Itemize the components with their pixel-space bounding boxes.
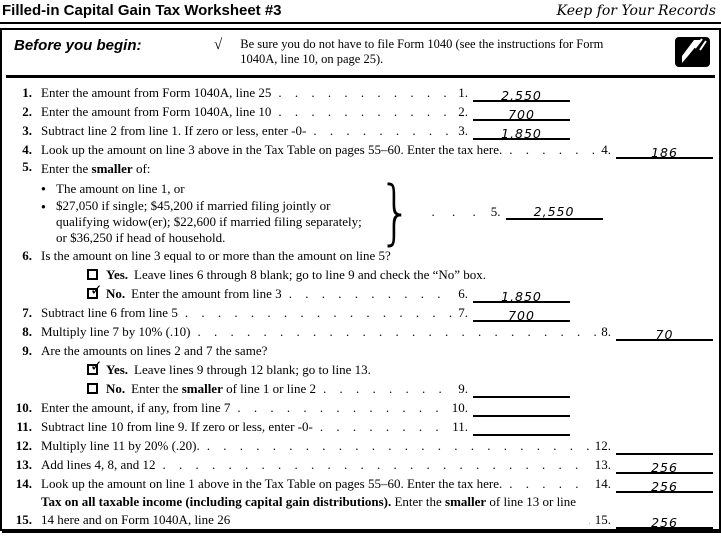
line-number: 6.: [22, 248, 32, 263]
amount-field[interactable]: [473, 420, 570, 436]
no-label: No.: [106, 381, 126, 396]
amount-entry: [601, 322, 713, 341]
amount-value: 700: [508, 308, 535, 323]
amount-entry: [452, 417, 570, 436]
choice-bullets: [41, 178, 373, 246]
option-text: [131, 379, 316, 398]
line-number: 13.: [15, 457, 32, 472]
before-you-begin-text: Be sure you do not have to file Form 1040 (see the instructions for Form 1040A, line 10, on page 25).: [240, 37, 604, 66]
line-6-no-option: [6, 284, 713, 303]
dot-leader: [178, 303, 453, 322]
amount-entry: [458, 102, 570, 121]
line-text-bold: smaller: [445, 494, 487, 509]
dot-leader: [191, 322, 597, 341]
line-text: Enter the amount from Form 1040A, line 25: [41, 85, 272, 100]
line-number: 8.: [22, 324, 32, 339]
line-number: 3.: [22, 123, 32, 138]
amount-field[interactable]: [473, 124, 570, 140]
dot-leader: [271, 102, 453, 121]
line-number: 12.: [15, 438, 32, 453]
line-text-bold: smaller: [91, 161, 133, 176]
line-text: Add lines 4, 8, and 12: [41, 457, 156, 472]
worksheet-line-5: [6, 159, 713, 253]
pencil-icon: [675, 37, 710, 71]
no-checkbox[interactable]: [87, 288, 98, 299]
worksheet-line-11: [6, 417, 713, 436]
line-text-part: of line 13 or line 14 here and on Form 1040A, line 26: [41, 494, 577, 527]
entry-number: 4.: [601, 142, 611, 157]
line-text: [41, 493, 582, 529]
no-label: No.: [106, 286, 126, 301]
worksheet-line-6: [6, 246, 713, 265]
worksheet-line-7: [6, 303, 713, 322]
option-text: Enter the amount from line 3: [131, 286, 282, 301]
line-question: Is the amount on line 3 equal to or more than the amount on line 5?: [41, 248, 391, 263]
entry-number: 7.: [458, 305, 468, 320]
entry-number: 2.: [458, 104, 468, 119]
amount-entry: [595, 455, 713, 474]
line-number: 15.: [15, 512, 32, 527]
worksheet-lines: [2, 81, 719, 529]
entry-number: 3.: [458, 123, 468, 138]
check-icon: √: [214, 37, 223, 53]
amount-value: 256: [651, 479, 678, 494]
line-number: 1.: [22, 85, 32, 100]
dot-leader: [313, 417, 447, 436]
worksheet-line-1: [6, 83, 713, 102]
yes-checkbox[interactable]: [87, 269, 98, 280]
line-text: Enter the amount, if any, from line 7: [41, 400, 231, 415]
option-text: Leave lines 9 through 12 blank; go to line 13.: [134, 362, 371, 377]
amount-entry: [458, 303, 570, 322]
amount-value: 2,550: [501, 88, 542, 103]
bullet-item: [41, 198, 373, 246]
amount-value: 2,550: [533, 204, 575, 219]
line-text-part: of:: [132, 161, 151, 176]
dot-leader: [502, 140, 596, 159]
dot-leader: [316, 379, 453, 398]
line-text: Multiply line 11 by 20% (.20).: [41, 438, 200, 453]
line-number: 4.: [22, 142, 32, 157]
worksheet-line-13: [6, 455, 713, 474]
option-text-part: Enter the: [131, 381, 182, 396]
page-title: Filled-in Capital Gain Tax Worksheet #3: [2, 2, 282, 19]
worksheet-line-2: [6, 102, 713, 121]
amount-field[interactable]: [506, 204, 603, 220]
line-number: 9.: [22, 343, 32, 358]
dot-leader: [155, 455, 589, 474]
line-number: 10.: [15, 400, 32, 415]
entry-number: 6.: [458, 286, 468, 301]
amount-field[interactable]: [473, 382, 570, 398]
amount-field[interactable]: [616, 325, 713, 341]
worksheet-box: [0, 28, 721, 531]
amount-field[interactable]: [616, 477, 713, 493]
amount-entry: [458, 121, 570, 140]
amount-field[interactable]: [616, 143, 713, 159]
amount-entry: [491, 204, 603, 220]
line-number: 2.: [22, 104, 32, 119]
amount-entry: [452, 398, 570, 417]
amount-value: 256: [651, 515, 678, 530]
amount-field[interactable]: [473, 105, 570, 121]
line-text-bold: Tax on all taxable income (including capital gain distributions).: [41, 494, 392, 509]
line-9-no-option: [6, 379, 713, 398]
amount-value: 256: [651, 460, 678, 475]
entry-number: 1.: [458, 85, 468, 100]
worksheet-line-10: [6, 398, 713, 417]
line-6-yes-option: [6, 265, 713, 284]
line-text-part: Enter the: [391, 494, 446, 509]
amount-field[interactable]: [473, 287, 570, 303]
line-text: Look up the amount on line 1 above in the Tax Table on pages 55–60. Enter the tax here.: [41, 476, 503, 491]
dot-leader: [271, 83, 453, 102]
bullet-text: $27,050 if single; $45,200 if married filing jointly or qualifying widow(er); $22,600 if married filing separately; or $36,250 if head of household.: [56, 198, 362, 245]
line-text: Subtract line 6 from line 5: [41, 305, 178, 320]
amount-value: 1,850: [501, 126, 542, 141]
dot-leader: [200, 436, 590, 455]
worksheet-line-9: [6, 341, 713, 360]
line-text: Subtract line 10 from line 9. If zero or less, enter -0-: [41, 419, 313, 434]
amount-entry: [601, 140, 713, 159]
yes-checkbox[interactable]: [87, 364, 98, 375]
amount-value: 70: [655, 327, 674, 342]
line-number: 5.: [22, 159, 32, 174]
option-text-part: of line 1 or line 2: [222, 381, 316, 396]
keep-for-records-note: Keep for Your Records: [556, 3, 716, 19]
before-you-begin-section: [2, 30, 719, 71]
amount-field[interactable]: [473, 306, 570, 322]
brace-glyph: }: [378, 170, 412, 253]
amount-entry: [458, 83, 570, 102]
entry-number: 14.: [594, 476, 611, 491]
yes-label: Yes.: [106, 362, 129, 377]
amount-entry: [458, 284, 570, 303]
worksheet-line-15: [6, 493, 713, 529]
dot-leader: [582, 510, 590, 529]
amount-value: 1,850: [501, 289, 542, 304]
line-text: Look up the amount on line 3 above in the Tax Table on pages 55–60. Enter the tax here.: [41, 142, 503, 157]
amount-value: 186: [651, 145, 678, 160]
bullet-icon: ●: [41, 202, 46, 211]
worksheet-line-3: [6, 121, 713, 140]
entry-number: 12.: [594, 438, 611, 453]
amount-field[interactable]: [473, 401, 570, 417]
amount-field[interactable]: [616, 439, 713, 455]
entry-number: 15.: [594, 512, 611, 527]
no-checkbox[interactable]: [87, 383, 98, 394]
dot-leader: [282, 284, 454, 303]
amount-field[interactable]: [616, 513, 713, 529]
line-text: Subtract line 2 from line 1. If zero or less, enter -0-: [41, 123, 307, 138]
line-number: 14.: [15, 476, 32, 491]
bullet-text: The amount on line 1, or: [56, 181, 185, 196]
before-you-begin-label: Before you begin:: [14, 37, 142, 54]
section-divider: [6, 75, 715, 78]
line-9-yes-option: [6, 360, 713, 379]
option-text-bold: smaller: [181, 381, 223, 396]
dot-leader: [432, 204, 476, 220]
line-text: Enter the amount from Form 1040A, line 10: [41, 104, 272, 119]
line-number: 11.: [16, 419, 32, 434]
worksheet-line-14: [6, 474, 713, 493]
line-question: Are the amounts on lines 2 and 7 the same?: [41, 343, 268, 358]
amount-entry: [595, 436, 713, 455]
line-text-part: Enter the: [41, 161, 92, 176]
worksheet-line-4: [6, 140, 713, 159]
bullet-icon: ●: [41, 184, 46, 193]
line-text: Multiply line 7 by 10% (.10): [41, 324, 191, 339]
amount-field[interactable]: [616, 458, 713, 474]
entry-number: 8.: [601, 324, 611, 339]
amount-entry: [595, 474, 713, 493]
entry-number: 5.: [490, 204, 501, 219]
entry-number: 11.: [452, 419, 468, 434]
bullet-item: [41, 180, 373, 198]
entry-number: 10.: [451, 400, 468, 415]
line-text: [41, 159, 713, 178]
worksheet-line-8: [6, 322, 713, 341]
dot-leader: [230, 398, 446, 417]
entry-number: 9.: [458, 381, 468, 396]
amount-field[interactable]: [473, 86, 570, 102]
entry-number: 13.: [594, 457, 611, 472]
option-text: Leave lines 6 through 8 blank; go to line 9 and check the “No” box.: [134, 267, 487, 282]
dot-leader: [502, 474, 590, 493]
amount-value: 700: [508, 107, 535, 122]
yes-label: Yes.: [106, 267, 129, 282]
line-number: 7.: [22, 305, 32, 320]
dot-leader: [306, 121, 453, 140]
page-header: [0, 0, 721, 24]
amount-entry: [458, 379, 570, 398]
worksheet-line-12: [6, 436, 713, 455]
amount-entry: [595, 510, 713, 529]
